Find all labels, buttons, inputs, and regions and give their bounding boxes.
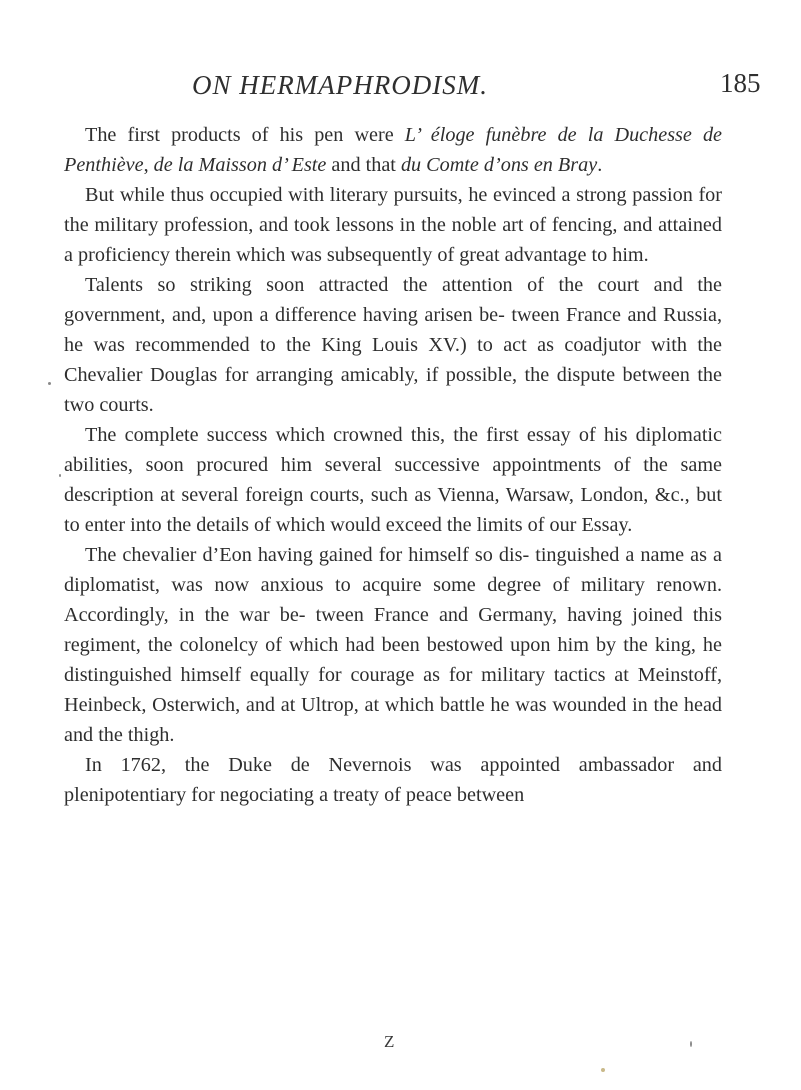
paragraph-5: The chevalier d’Eon having gained for himself so dis- tinguished a name as a diplomatist, was now anxious to acquire some degree of military renown. Accordingly, in the war be- tween France and Germany, having joined this regiment, the colonelcy of which had been bestowed upon him by the king, he distinguished himself equally for courage as for military tactics at Meinstoff, Heinbeck, Osterwich, and at Ultrop, at which battle he was wounded in the head and the thigh. (64, 544, 722, 746)
paper-speck (59, 474, 61, 477)
paragraph-1-text-b: , (143, 154, 154, 176)
paragraph-1-title-maisson: de la Maisson d’ Este (153, 154, 327, 176)
paragraph-1 (64, 120, 722, 180)
paper-speck (601, 1068, 605, 1072)
body-text (64, 120, 722, 810)
paragraph-1-text-d: . (597, 154, 603, 176)
running-header: ON HERMAPHRODISM. (192, 70, 488, 100)
paragraph-1-title-eloge: L’ éloge funèbre de la Duchesse de Penthiève (64, 124, 723, 176)
paragraph-1-title-comte: du Comte d’ons en Bray (400, 154, 598, 176)
paper-speck (48, 382, 51, 385)
paragraph-1-text-a: The first products of his pen were (85, 124, 405, 146)
signature-mark: Z (384, 1032, 395, 1051)
page-number: 185 (720, 68, 761, 98)
paragraph-4: The complete success which crowned this, the first essay of his diplomatic abilities, soon procured him several successive appointments of the same description at several foreign courts, such as Vienna, Warsaw, London, &c., but to enter into the details of which would exceed the limits of our Essay. (64, 424, 722, 536)
paragraph-6: In 1762, the Duke de Nevernois was appointed ambassador and plenipotentiary for negociating a treaty of peace between (64, 754, 722, 806)
paragraph-3: Talents so striking soon attracted the attention of the court and the government, and, upon a difference having arisen be- tween France and Russia, he was recommended to the King Louis XV.) to act as coadjutor with the Chevalier Douglas for arranging amicably, if possible, the dispute between the two courts. (64, 274, 722, 416)
paper-speck (690, 1041, 692, 1047)
paragraph-1-text-c: and that (326, 154, 401, 176)
paragraph-2: But while thus occupied with literary pursuits, he evinced a strong passion for the military profession, and took lessons in the noble art of fencing, and attained a proficiency therein which was subsequently of great advantage to him. (64, 184, 722, 266)
